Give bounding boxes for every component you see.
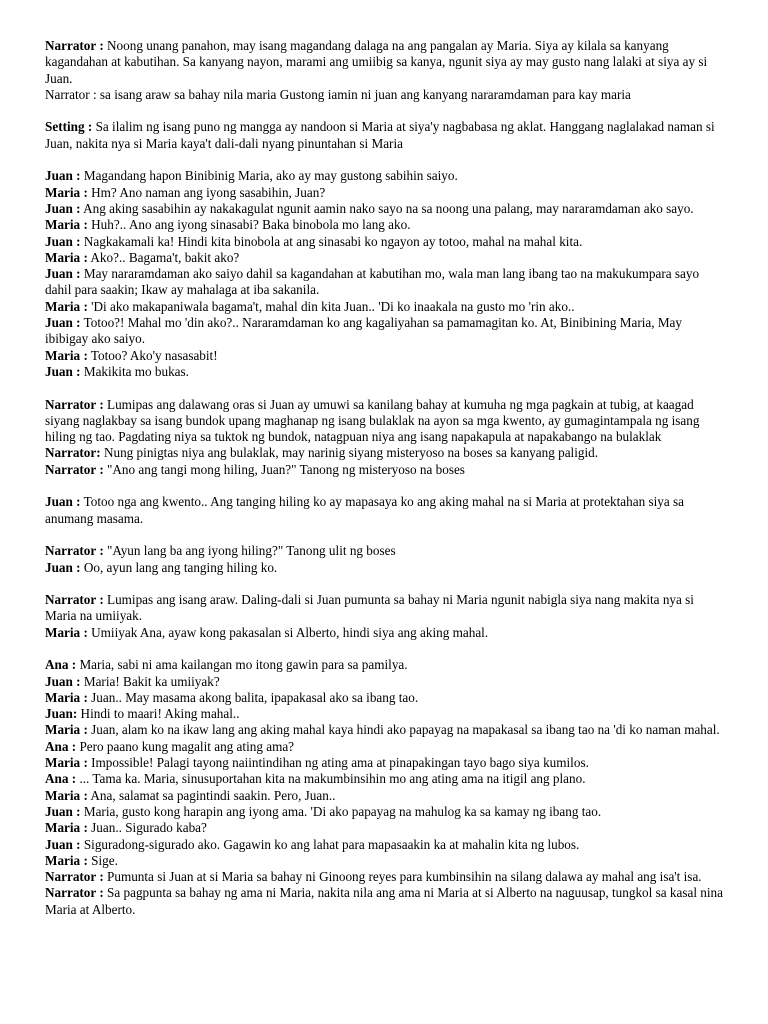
dialogue-text: Nagkakamali ka! Hindi kita binobola at ang sinasabi ko ngayon ay totoo, mahal na mahal kita. — [80, 233, 583, 249]
dialogue-text: Magandang hapon Binibinig Maria, ako ay may gustong sabihin saiyo. — [80, 168, 458, 184]
speaker-label: Maria : — [45, 347, 88, 363]
dialogue-text: Lumipas ang dalawang oras si Juan ay umuwi sa kanilang bahay at kumuha ng mga pagkain at tubig, at kaagad siyang naglakbay sa isang bundok upang maghanap ng isang bulaklak na ayon sa mga kwento, ay gumagintampala ng isang hiling ng tao. Pagdating niya sa tuktok ng bundok, natagpuan niya ang isang napakapula at napakabango na bulaklak — [45, 396, 700, 445]
paragraph-gap — [45, 576, 728, 592]
speaker-label: Juan : — [45, 168, 81, 184]
dialogue-line — [45, 87, 728, 103]
dialogue-text: ... Tama ka. Maria, sinusuportahan kita na makumbinsihin mo ang ating ama na itigil ang plano. — [76, 771, 586, 787]
speaker-label: Maria : — [45, 787, 88, 803]
dialogue-text: Impossible! Palagi tayong naiintindihan ng ating ama at pinapakingan tayo bago siya kumilos. — [87, 755, 589, 771]
dialogue-line — [45, 250, 728, 266]
dialogue-line — [45, 445, 728, 461]
dialogue-text: Lumipas ang isang araw. Daling-dali si Juan pumunta sa bahay ni Maria ngunit nabigla siya nang makita nya si Maria na umiiyak. — [45, 592, 694, 624]
dialogue-text: Pumunta si Juan at si Maria sa bahay ni Ginoong reyes para kumbinsihin na silang dalawa ay mahal ang isa't isa. — [103, 869, 702, 885]
dialogue-line — [45, 299, 728, 315]
dialogue-line — [45, 755, 728, 771]
speaker-label: Narrator : — [45, 543, 104, 559]
speaker-label: Juan : — [45, 559, 81, 575]
dialogue-text: Maria, sabi ni ama kailangan mo itong gawin para sa pamilya. — [76, 657, 408, 673]
speaker-label: Ana : — [45, 657, 77, 673]
speaker-label: Maria : — [45, 755, 88, 771]
dialogue-line — [45, 837, 728, 853]
speaker-label: Setting : — [45, 119, 93, 135]
dialogue-text: Ana, salamat sa pagintindi saakin. Pero, Juan.. — [87, 787, 336, 803]
speaker-label: Maria : — [45, 722, 88, 738]
dialogue-text: Nung pinigtas niya ang bulaklak, may narinig siyang misteryoso na boses sa kanyang paligid. — [100, 445, 599, 461]
dialogue-text: Juan.. Sigurado kaba? — [87, 820, 207, 836]
dialogue-text: Totoo?! Mahal mo 'din ako?.. Nararamdaman ko ang kagaliyahan sa pamamagitan ko. At, Binibining Maria, May ibibigay ako saiyo. — [45, 315, 682, 347]
dialogue-line — [45, 560, 728, 576]
speaker-label: Narrator : — [45, 38, 104, 53]
paragraph-gap — [45, 478, 728, 494]
dialogue-text: Sa pagpunta sa bahay ng ama ni Maria, nakita nila ang ama ni Maria at si Alberto na naguusap, tungkol sa kasal nina Maria at Alberto. — [45, 885, 723, 917]
dialogue-line — [45, 119, 728, 152]
dialogue-line — [45, 674, 728, 690]
dialogue-line — [45, 739, 728, 755]
dialogue-text: "Ano ang tangi mong hiling, Juan?" Tanong ng misteryoso na boses — [103, 461, 465, 477]
speaker-label: Ana : — [45, 771, 77, 787]
dialogue-text: Juan, alam ko na ikaw lang ang aking mahal kaya hindi ako papayag na mapakasal sa ibang tao na 'di ko naman mahal. — [87, 722, 720, 738]
dialogue-text: May nararamdaman ako saiyo dahil sa kagandahan at kabutihan mo, wala man lang ibang tao na makukumpara sayo dahil para saakin; Ikaw ay mahalaga at iba sakanila. — [45, 266, 700, 298]
paragraph-gap — [45, 103, 728, 119]
dialogue-text: Totoo nga ang kwento.. Ang tanging hiling ko ay mapasaya ko ang aking mahal na si Maria at protektahan siya sa anumang masama. — [45, 494, 685, 526]
speaker-label: Narrator : — [45, 461, 104, 477]
dialogue-line — [45, 690, 728, 706]
speaker-label: Juan : — [45, 233, 81, 249]
dialogue-text: Narrator : sa isang araw sa bahay nila maria Gustong iamin ni juan ang kanyang nararamdaman para kay maria — [45, 86, 631, 102]
dialogue-line — [45, 804, 728, 820]
speaker-label: Juan : — [45, 200, 81, 216]
dialogue-line — [45, 592, 728, 625]
dialogue-text: Siguradong-sigurado ako. Gagawin ko ang lahat para mapasaakin ka at mahalin kita ng lubos. — [80, 836, 580, 852]
dialogue-text: Ako?.. Bagama't, bakit ako? — [87, 249, 240, 265]
speaker-label: Maria : — [45, 852, 88, 868]
dialogue-text: 'Di ako makapaniwala bagama't, mahal din kita Juan.. 'Di ko inaakala na gusto mo 'rin ako.. — [87, 298, 575, 314]
paragraph-gap — [45, 527, 728, 543]
speaker-label: Maria : — [45, 689, 88, 705]
speaker-label: Maria : — [45, 184, 88, 200]
speaker-label: Maria : — [45, 298, 88, 314]
dialogue-line — [45, 494, 728, 527]
dialogue-text: Maria! Bakit ka umiiyak? — [80, 673, 220, 689]
dialogue-text: Hindi to maari! Aking mahal.. — [77, 706, 240, 722]
dialogue-line — [45, 217, 728, 233]
dialogue-line — [45, 168, 728, 184]
speaker-label: Narrator : — [45, 396, 104, 412]
dialogue-text: Hm? Ano naman ang iyong sasabihin, Juan? — [87, 184, 326, 200]
dialogue-text: Makikita mo bukas. — [80, 363, 189, 379]
speaker-label: Juan : — [45, 803, 81, 819]
dialogue-line — [45, 397, 728, 446]
dialogue-text: Sa ilalim ng isang puno ng mangga ay nandoon si Maria at siya'y nagbabasa ng aklat. Hanggang naglalakad naman si Juan, nakita nya si Maria kaya't dali-dali nyang pinuntahan si Maria — [45, 119, 715, 151]
speaker-label: Juan : — [45, 836, 81, 852]
dialogue-line — [45, 625, 728, 641]
dialogue-text: "Ayun lang ba ang iyong hiling?" Tanong ulit ng boses — [103, 543, 396, 559]
dialogue-line — [45, 315, 728, 348]
dialogue-line — [45, 771, 728, 787]
dialogue-text: Totoo? Ako'y nasasabit! — [87, 347, 218, 363]
dialogue-line — [45, 853, 728, 869]
paragraph-gap — [45, 641, 728, 657]
paragraph-gap — [45, 152, 728, 168]
dialogue-line — [45, 722, 728, 738]
speaker-label: Maria : — [45, 217, 88, 233]
speaker-label: Maria : — [45, 820, 88, 836]
dialogue-text: Umiiyak Ana, ayaw kong pakasalan si Alberto, hindi siya ang aking mahal. — [87, 624, 489, 640]
speaker-label: Ana : — [45, 738, 77, 754]
speaker-label: Maria : — [45, 624, 88, 640]
dialogue-text: Ang aking sasabihin ay nakakagulat ngunit aamin nako sayo na sa noong una palang, may nararamdaman ako sayo. — [80, 200, 694, 216]
speaker-label: Juan : — [45, 363, 81, 379]
dialogue-text: Maria, gusto kong harapin ang iyong ama. 'Di ako papayag na mahulog ka sa kamay ng ibang tao. — [80, 803, 602, 819]
dialogue-line — [45, 869, 728, 885]
dialogue-line — [45, 201, 728, 217]
dialogue-line — [45, 364, 728, 380]
speaker-label: Narrator : — [45, 885, 104, 901]
dialogue-line — [45, 234, 728, 250]
speaker-label: Maria : — [45, 249, 88, 265]
dialogue-text: Huh?.. Ano ang iyong sinasabi? Baka binobola mo lang ako. — [87, 217, 411, 233]
dialogue-text: Pero paano kung magalit ang ating ama? — [76, 738, 295, 754]
dialogue-text: Sige. — [87, 852, 118, 868]
dialogue-text: Noong unang panahon, may isang magandang dalaga na ang pangalan ay Maria. Siya ay kilala sa kanyang kagandahan at kabutihan. Sa kanyang nayon, marami ang umiibig sa kanya, ngunit siya ay may gusto nang lalaki at siya ay si Juan. — [45, 38, 708, 86]
speaker-label: Narrator : — [45, 592, 104, 608]
dialogue-line — [45, 706, 728, 722]
paragraph-gap — [45, 380, 728, 396]
speaker-label: Juan: — [45, 706, 78, 722]
dialogue-line — [45, 348, 728, 364]
speaker-label: Juan : — [45, 315, 81, 331]
dialogue-line — [45, 266, 728, 299]
dialogue-line — [45, 657, 728, 673]
dialogue-line — [45, 885, 728, 918]
dialogue-line — [45, 185, 728, 201]
speaker-label: Juan : — [45, 494, 81, 510]
dialogue-text: Oo, ayun lang ang tanging hiling ko. — [80, 559, 278, 575]
speaker-label: Juan : — [45, 266, 81, 282]
speaker-label: Juan : — [45, 673, 81, 689]
dialogue-line — [45, 788, 728, 804]
dialogue-line — [45, 462, 728, 478]
speaker-label: Narrator: — [45, 445, 101, 461]
dialogue-line — [45, 820, 728, 836]
dialogue-line — [45, 543, 728, 559]
dialogue-line — [45, 38, 728, 87]
speaker-label: Narrator : — [45, 869, 104, 885]
dialogue-text: Juan.. May masama akong balita, ipapakasal ako sa ibang tao. — [87, 689, 419, 705]
